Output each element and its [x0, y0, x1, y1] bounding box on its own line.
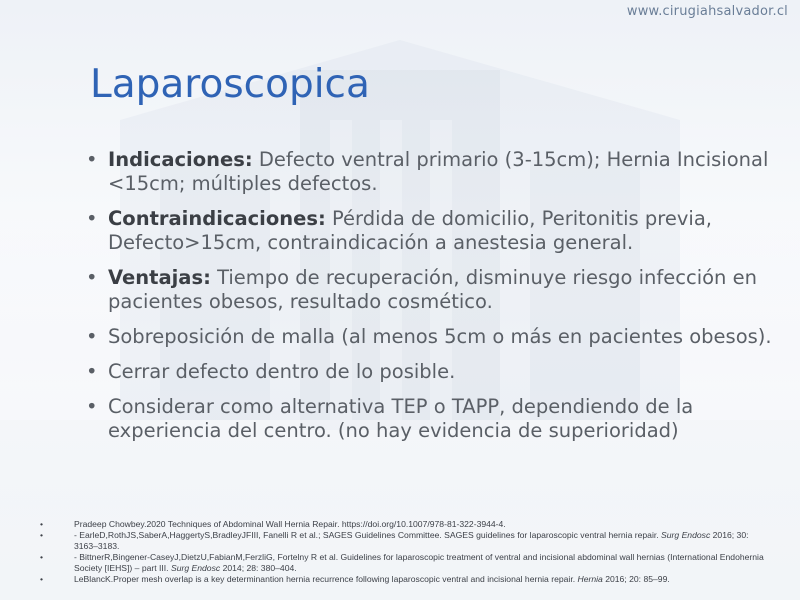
- slide-title: Laparoscopica: [90, 62, 370, 107]
- bullet-item: [86, 360, 776, 384]
- reference-text: LeBlancK.Proper mesh overlap is a key determinantion hernia recurrence following laparoscopic ventral and incisional hernia repair.: [74, 574, 576, 584]
- reference-text: Pradeep Chowbey.2020 Techniques of Abdominal Wall Hernia Repair. https://doi.org/10.1007/978-81-322-3944-4.: [74, 519, 506, 529]
- reference-text: - BittnerR,Bingener-CaseyJ,DietzU,FabianM,FerzliG, Fortelny R et al. Guidelines for laparoscopic treatment of ventral and incisional abdominal wall hernias (International Endohernia Society [IEHS]) – part III.: [74, 552, 764, 573]
- bullet-item: [86, 148, 776, 196]
- reference-item: [40, 530, 770, 552]
- site-url: www.cirugiahsalvador.cl: [626, 4, 788, 19]
- reference-dot-icon: •: [40, 574, 44, 584]
- reference-dot-icon: •: [40, 519, 44, 529]
- bullet-dot-icon: •: [86, 148, 98, 171]
- bullet-dot-icon: •: [86, 266, 98, 289]
- bullet-label: Ventajas:: [108, 266, 211, 289]
- bullet-text: Pérdida de domicilio, Peritonitis previa, Defecto>15cm, contraindicación a anestesia general.: [108, 207, 712, 254]
- bullet-text: Tiempo de recuperación, disminuye riesgo infección en pacientes obesos, resultado cosmético.: [108, 266, 757, 313]
- bullet-dot-icon: •: [86, 395, 98, 418]
- reference-citation: 2016; 30: 3163–3183.: [74, 530, 749, 551]
- bullet-text: Sobreposición de malla (al menos 5cm o más en pacientes obesos).: [108, 325, 772, 348]
- bullet-text: Considerar como alternativa TEP o TAPP, dependiendo de la experiencia del centro. (no hay evidencia de superioridad): [108, 395, 694, 442]
- bullet-text: Cerrar defecto dentro de lo posible.: [108, 360, 456, 383]
- reference-citation: 2016; 20: 85–99.: [605, 574, 670, 584]
- reference-text: - EarleD,RothJS,SaberA,HaggertyS,BradleyJFIII, Fanelli R et al.; SAGES Guidelines Committee. SAGES guidelines for laparoscopic ventral hernia repair.: [74, 530, 659, 540]
- reference-citation: 2014; 28: 380–404.: [222, 563, 297, 573]
- bullet-dot-icon: •: [86, 207, 98, 230]
- reference-item: [40, 552, 770, 574]
- bullet-dot-icon: •: [86, 360, 98, 383]
- reference-dot-icon: •: [40, 530, 44, 540]
- bullet-label: Contraindicaciones:: [108, 207, 326, 230]
- bullet-list: [86, 148, 776, 454]
- bullet-label: Indicaciones:: [108, 148, 253, 171]
- reference-item: [40, 574, 770, 585]
- reference-dot-icon: •: [40, 552, 44, 562]
- bullet-text: Defecto ventral primario (3-15cm); Hernia Incisional <15cm; múltiples defectos.: [108, 148, 769, 195]
- bullet-item: [86, 266, 776, 314]
- bullet-item: [86, 325, 776, 349]
- bullet-item: [86, 395, 776, 443]
- reference-journal: Surg Endosc: [170, 563, 221, 573]
- bullet-item: [86, 207, 776, 255]
- reference-item: [40, 519, 770, 530]
- reference-journal: Hernia: [577, 574, 603, 584]
- references-list: [40, 519, 770, 585]
- bullet-dot-icon: •: [86, 325, 98, 348]
- reference-journal: Surg Endosc: [661, 530, 711, 540]
